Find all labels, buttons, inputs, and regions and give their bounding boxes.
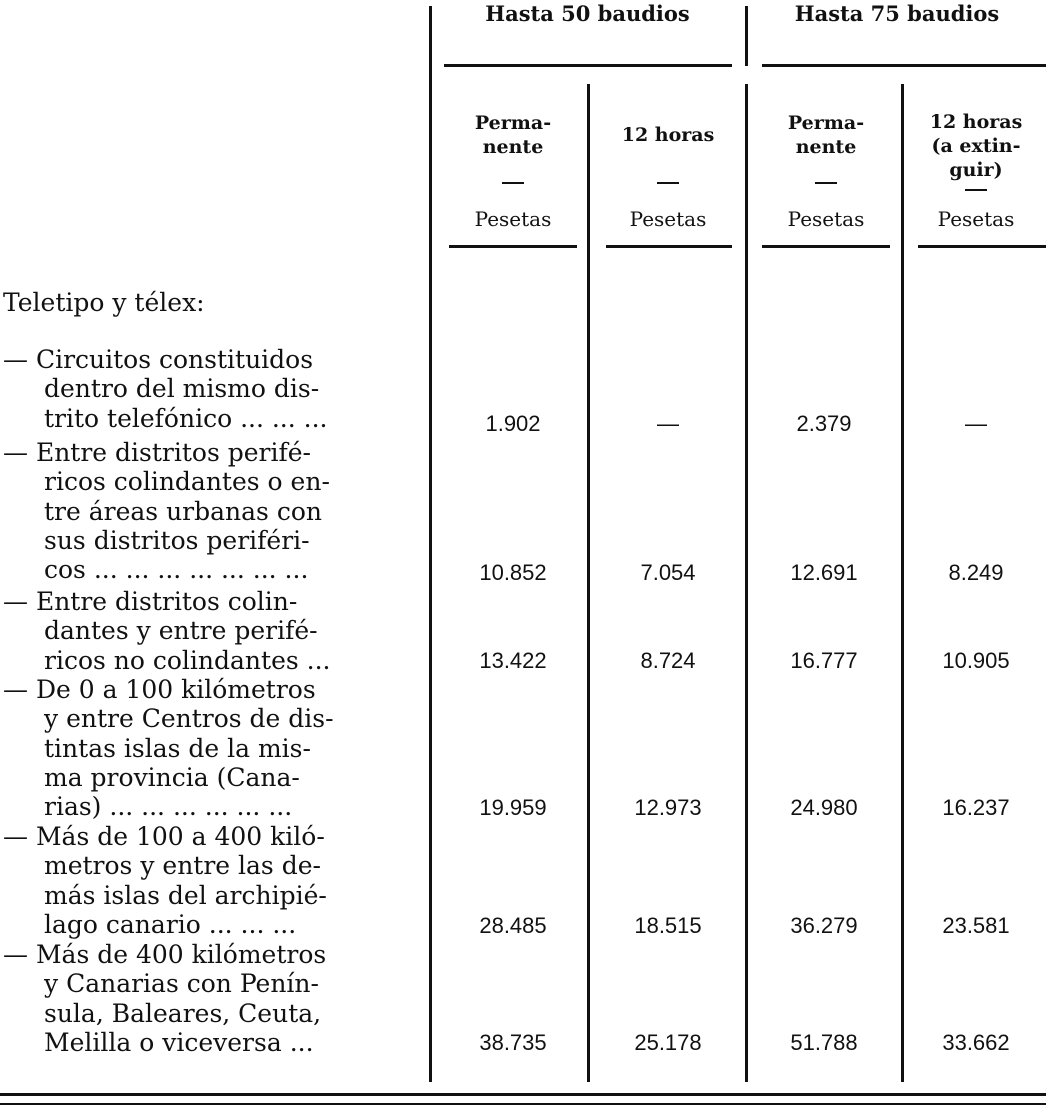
value-cell: 12.973: [634, 795, 702, 820]
row-label: — Circuitos constituidos dentro del mismo dis- trito telefónico ... ... ...: [3, 345, 328, 433]
value-cell: 8.249: [948, 560, 1004, 585]
value-cell: 24.980: [790, 795, 858, 820]
column-header-permanent-50: Perma- nente Pesetas: [449, 100, 577, 215]
value-cell: 23.581: [942, 913, 1010, 938]
value-cell: 7.054: [640, 560, 696, 585]
row-label: — Entre distritos colin- dantes y entre perifé- ricos no colindantes ...: [3, 587, 331, 675]
column-header-12h-75: 12 horas (a extin- guir) Pesetas: [910, 116, 1042, 231]
value-cell: 8.724: [640, 648, 696, 673]
section-title: Teletipo y télex:: [3, 288, 205, 317]
column-rule: [587, 84, 590, 1082]
value-cell: 36.279: [790, 913, 858, 938]
group-header-50: Hasta 50 baudios: [485, 1, 690, 26]
unit-label: Pesetas: [787, 207, 865, 231]
column-header-permanent-75: Perma- nente Pesetas: [764, 100, 888, 215]
value-cell: 12.691: [790, 560, 858, 585]
value-cell: 25.178: [634, 1030, 702, 1055]
column-rule: [901, 84, 904, 1082]
value-cell: 28.485: [479, 913, 547, 938]
row-label: — Más de 400 kilómetros y Canarias con Penín- sula, Baleares, Ceuta, Melilla o viceversa ...: [3, 940, 327, 1057]
column-header-12h-50: 12 horas Pesetas: [598, 100, 738, 215]
column-rule: [429, 6, 432, 1082]
column-rule: [745, 6, 748, 66]
header-rule: [449, 245, 577, 248]
value-cell: 38.735: [479, 1030, 547, 1055]
value-cell: 2.379: [796, 411, 852, 436]
row-label: — Entre distritos perifé- ricos colindantes o en- tre áreas urbanas con sus distritos periféri- cos ... ... ... ... ... ... ...: [3, 438, 330, 585]
value-cell: 16.777: [790, 648, 858, 673]
value-cell: 19.959: [479, 795, 547, 820]
value-cell: 10.852: [479, 560, 547, 585]
value-cell: 10.905: [942, 648, 1010, 673]
value-cell: 18.515: [634, 913, 702, 938]
value-cell: —: [657, 411, 679, 436]
unit-label: Pesetas: [474, 207, 552, 231]
header-rule: [918, 245, 1046, 248]
header-rule: [762, 245, 890, 248]
group-rule: [762, 64, 1046, 67]
value-cell: 51.788: [790, 1030, 858, 1055]
footer-rule: [0, 1103, 1046, 1105]
unit-label: Pesetas: [937, 207, 1015, 231]
value-cell: 33.662: [942, 1030, 1010, 1055]
footer-rule: [0, 1093, 1046, 1096]
row-label: — De 0 a 100 kilómetros y entre Centros de dis- tintas islas de la mis- ma provincia (Cana- rias) ... ... ... ... ... ...: [3, 675, 334, 822]
header-rule: [606, 245, 732, 248]
value-cell: 13.422: [479, 648, 547, 673]
column-rule: [745, 84, 748, 1082]
value-cell: —: [965, 411, 987, 436]
value-cell: 16.237: [942, 795, 1010, 820]
row-label: — Más de 100 a 400 kiló- metros y entre las de- más islas del archipié- lago canario ... ... ...: [3, 822, 327, 939]
group-rule: [444, 64, 732, 67]
value-cell: 1.902: [485, 411, 541, 436]
unit-label: Pesetas: [629, 207, 707, 231]
group-header-75: Hasta 75 baudios: [794, 1, 1000, 26]
